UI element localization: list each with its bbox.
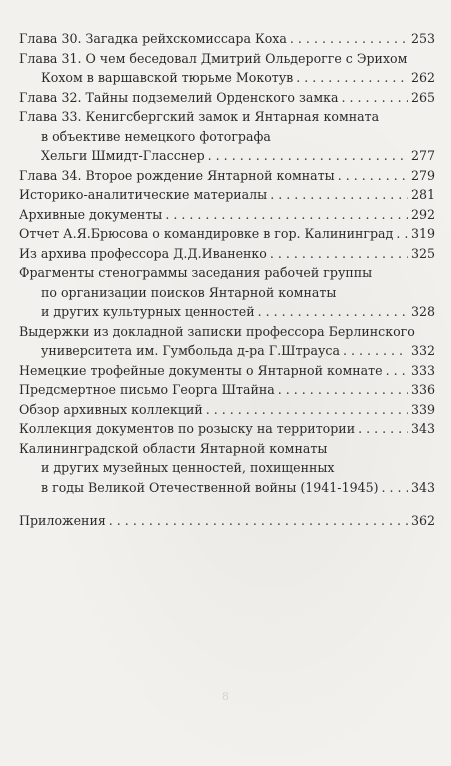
- toc-entry: [19, 322, 435, 361]
- toc-dot-leader: [278, 380, 408, 400]
- toc-entry-line: [19, 224, 435, 244]
- toc-page-number: 279: [410, 167, 435, 183]
- toc-entry-title: Калининградской области Янтарной комнаты: [19, 440, 328, 456]
- toc-entry-line: [19, 458, 435, 478]
- toc-entry-title: Глава 32. Тайны подземелий Орденского замка: [19, 89, 339, 105]
- toc-entry-line: [19, 88, 435, 108]
- toc-entry-title: Глава 33. Кенигсбергский замок и Янтарная комната: [19, 109, 380, 124]
- toc-entry-line: [19, 68, 435, 88]
- toc-entry-title: Немецкие трофейные документы о Янтарной комнате: [19, 362, 383, 378]
- toc-entry-line: [19, 419, 435, 439]
- toc-entry-title: Коллекция документов по розыску на территории: [19, 421, 356, 436]
- toc-entry-title: Отчет А.Я.Брюсова о командировке в гор. Калининград: [19, 226, 394, 241]
- toc-entry-line: [19, 511, 435, 531]
- toc-dot-leader: [206, 400, 408, 420]
- toc-entry-title: Глава 31. О чем беседовал Дмитрий Ольдерогге с Эрихом: [19, 50, 408, 66]
- toc-dot-leader: [296, 68, 408, 88]
- toc-entry-title: по организации поисков Янтарной комнаты: [41, 284, 337, 300]
- toc-entry: [19, 185, 435, 205]
- toc-dot-leader: [165, 205, 408, 225]
- toc-dot-leader: [382, 478, 408, 498]
- toc-dot-leader: [386, 361, 408, 381]
- toc-entry-line: [19, 302, 435, 322]
- toc-entry: [19, 166, 435, 186]
- toc-entry-title: и других культурных ценностей: [41, 304, 255, 319]
- toc-entry-title: Архивные документы: [19, 206, 163, 222]
- toc-entry-line: [19, 439, 435, 459]
- toc-page-number: 333: [410, 362, 435, 378]
- toc-dot-leader: [270, 244, 408, 264]
- toc-entry-line: [19, 205, 435, 225]
- toc-entry-line: [19, 185, 435, 205]
- toc-entry-title: в годы Великой Отечественной войны (1941-1945): [41, 479, 379, 495]
- toc-entry-line: [19, 166, 435, 186]
- toc-page-number: 262: [410, 70, 435, 85]
- toc-entry-title: университета им. Гумбольда д-ра Г.Штрауса: [41, 343, 340, 358]
- toc-page-number: 339: [410, 401, 435, 417]
- toc-page-number: 265: [410, 89, 435, 105]
- toc-dot-leader: [358, 419, 408, 439]
- toc-entry: [19, 419, 435, 439]
- toc-page-number: 343: [410, 479, 435, 495]
- toc-dot-leader: [342, 88, 408, 108]
- toc-entry: [19, 49, 435, 88]
- toc-entry: [19, 439, 435, 498]
- toc-page-number: 319: [410, 226, 435, 241]
- toc-gap: [19, 497, 435, 511]
- toc-entry: [19, 511, 435, 531]
- toc-entry-line: [19, 263, 435, 283]
- toc-entry-line: [19, 146, 435, 166]
- toc-entry: [19, 29, 435, 49]
- toc-entry-line: [19, 107, 435, 127]
- toc-entry-line: [19, 49, 435, 69]
- toc-entry-line: [19, 283, 435, 303]
- toc-dot-leader: [290, 29, 408, 49]
- toc-page-number: 362: [410, 513, 435, 528]
- toc-entry-line: [19, 400, 435, 420]
- toc-entry-title: Глава 30. Загадка рейхскомиссара Коха: [19, 31, 287, 46]
- toc-entry-title: Фрагменты стенограммы заседания рабочей группы: [19, 265, 373, 280]
- toc-page-number: 336: [410, 382, 435, 397]
- toc-entry-title: Из архива профессора Д.Д.Иваненко: [19, 245, 267, 261]
- toc-page-number: 332: [410, 343, 435, 358]
- toc-entry: [19, 224, 435, 244]
- toc-entry-title: в объективе немецкого фотографа: [41, 128, 271, 144]
- toc-entry: [19, 380, 435, 400]
- toc-entry: [19, 107, 435, 166]
- toc-entry: [19, 361, 435, 381]
- toc-entry: [19, 88, 435, 108]
- toc-entry-line: [19, 322, 435, 342]
- toc-entry-line: [19, 361, 435, 381]
- toc-page-number: 277: [410, 148, 435, 163]
- toc-page-number: 325: [410, 245, 435, 261]
- toc-entry-line: [19, 29, 435, 49]
- toc-entry-title: и других музейных ценностей, похищенных: [41, 460, 335, 475]
- toc-entry: [19, 244, 435, 264]
- toc-entry-line: [19, 127, 435, 147]
- toc-dot-leader: [208, 146, 408, 166]
- toc-page-number: 292: [410, 206, 435, 222]
- toc-entry-title: Хельги Шмидт-Гласснер: [41, 148, 205, 163]
- toc-entry-title: Приложения: [19, 513, 106, 528]
- toc-page-number: 343: [410, 421, 435, 436]
- page-folio: 8: [222, 690, 229, 703]
- toc-page-number: 253: [410, 31, 435, 46]
- toc-dot-leader: [396, 224, 408, 244]
- table-of-contents: [19, 29, 435, 531]
- toc-entry-title: Выдержки из докладной записки профессора Берлинского: [19, 323, 415, 339]
- toc-entry-line: [19, 380, 435, 400]
- toc-entry-title: Кохом в варшавской тюрьме Мокотув: [41, 70, 294, 85]
- toc-entry: [19, 263, 435, 322]
- toc-page-number: 328: [410, 304, 435, 319]
- toc-entry-line: [19, 244, 435, 264]
- toc-dot-leader: [109, 511, 408, 531]
- toc-entry-title: Глава 34. Второе рождение Янтарной комнаты: [19, 167, 335, 183]
- toc-page-number: 281: [410, 187, 435, 202]
- toc-entry-title: Историко-аналитические материалы: [19, 187, 268, 202]
- toc-dot-leader: [258, 302, 408, 322]
- toc-dot-leader: [343, 341, 408, 361]
- toc-entry-line: [19, 341, 435, 361]
- toc-dot-leader: [338, 166, 408, 186]
- toc-dot-leader: [270, 185, 408, 205]
- toc-entry: [19, 400, 435, 420]
- toc-entry: [19, 205, 435, 225]
- toc-entry-title: Предсмертное письмо Георга Штайна: [19, 382, 275, 397]
- toc-entry-line: [19, 478, 435, 498]
- toc-entry-title: Обзор архивных коллекций: [19, 401, 203, 417]
